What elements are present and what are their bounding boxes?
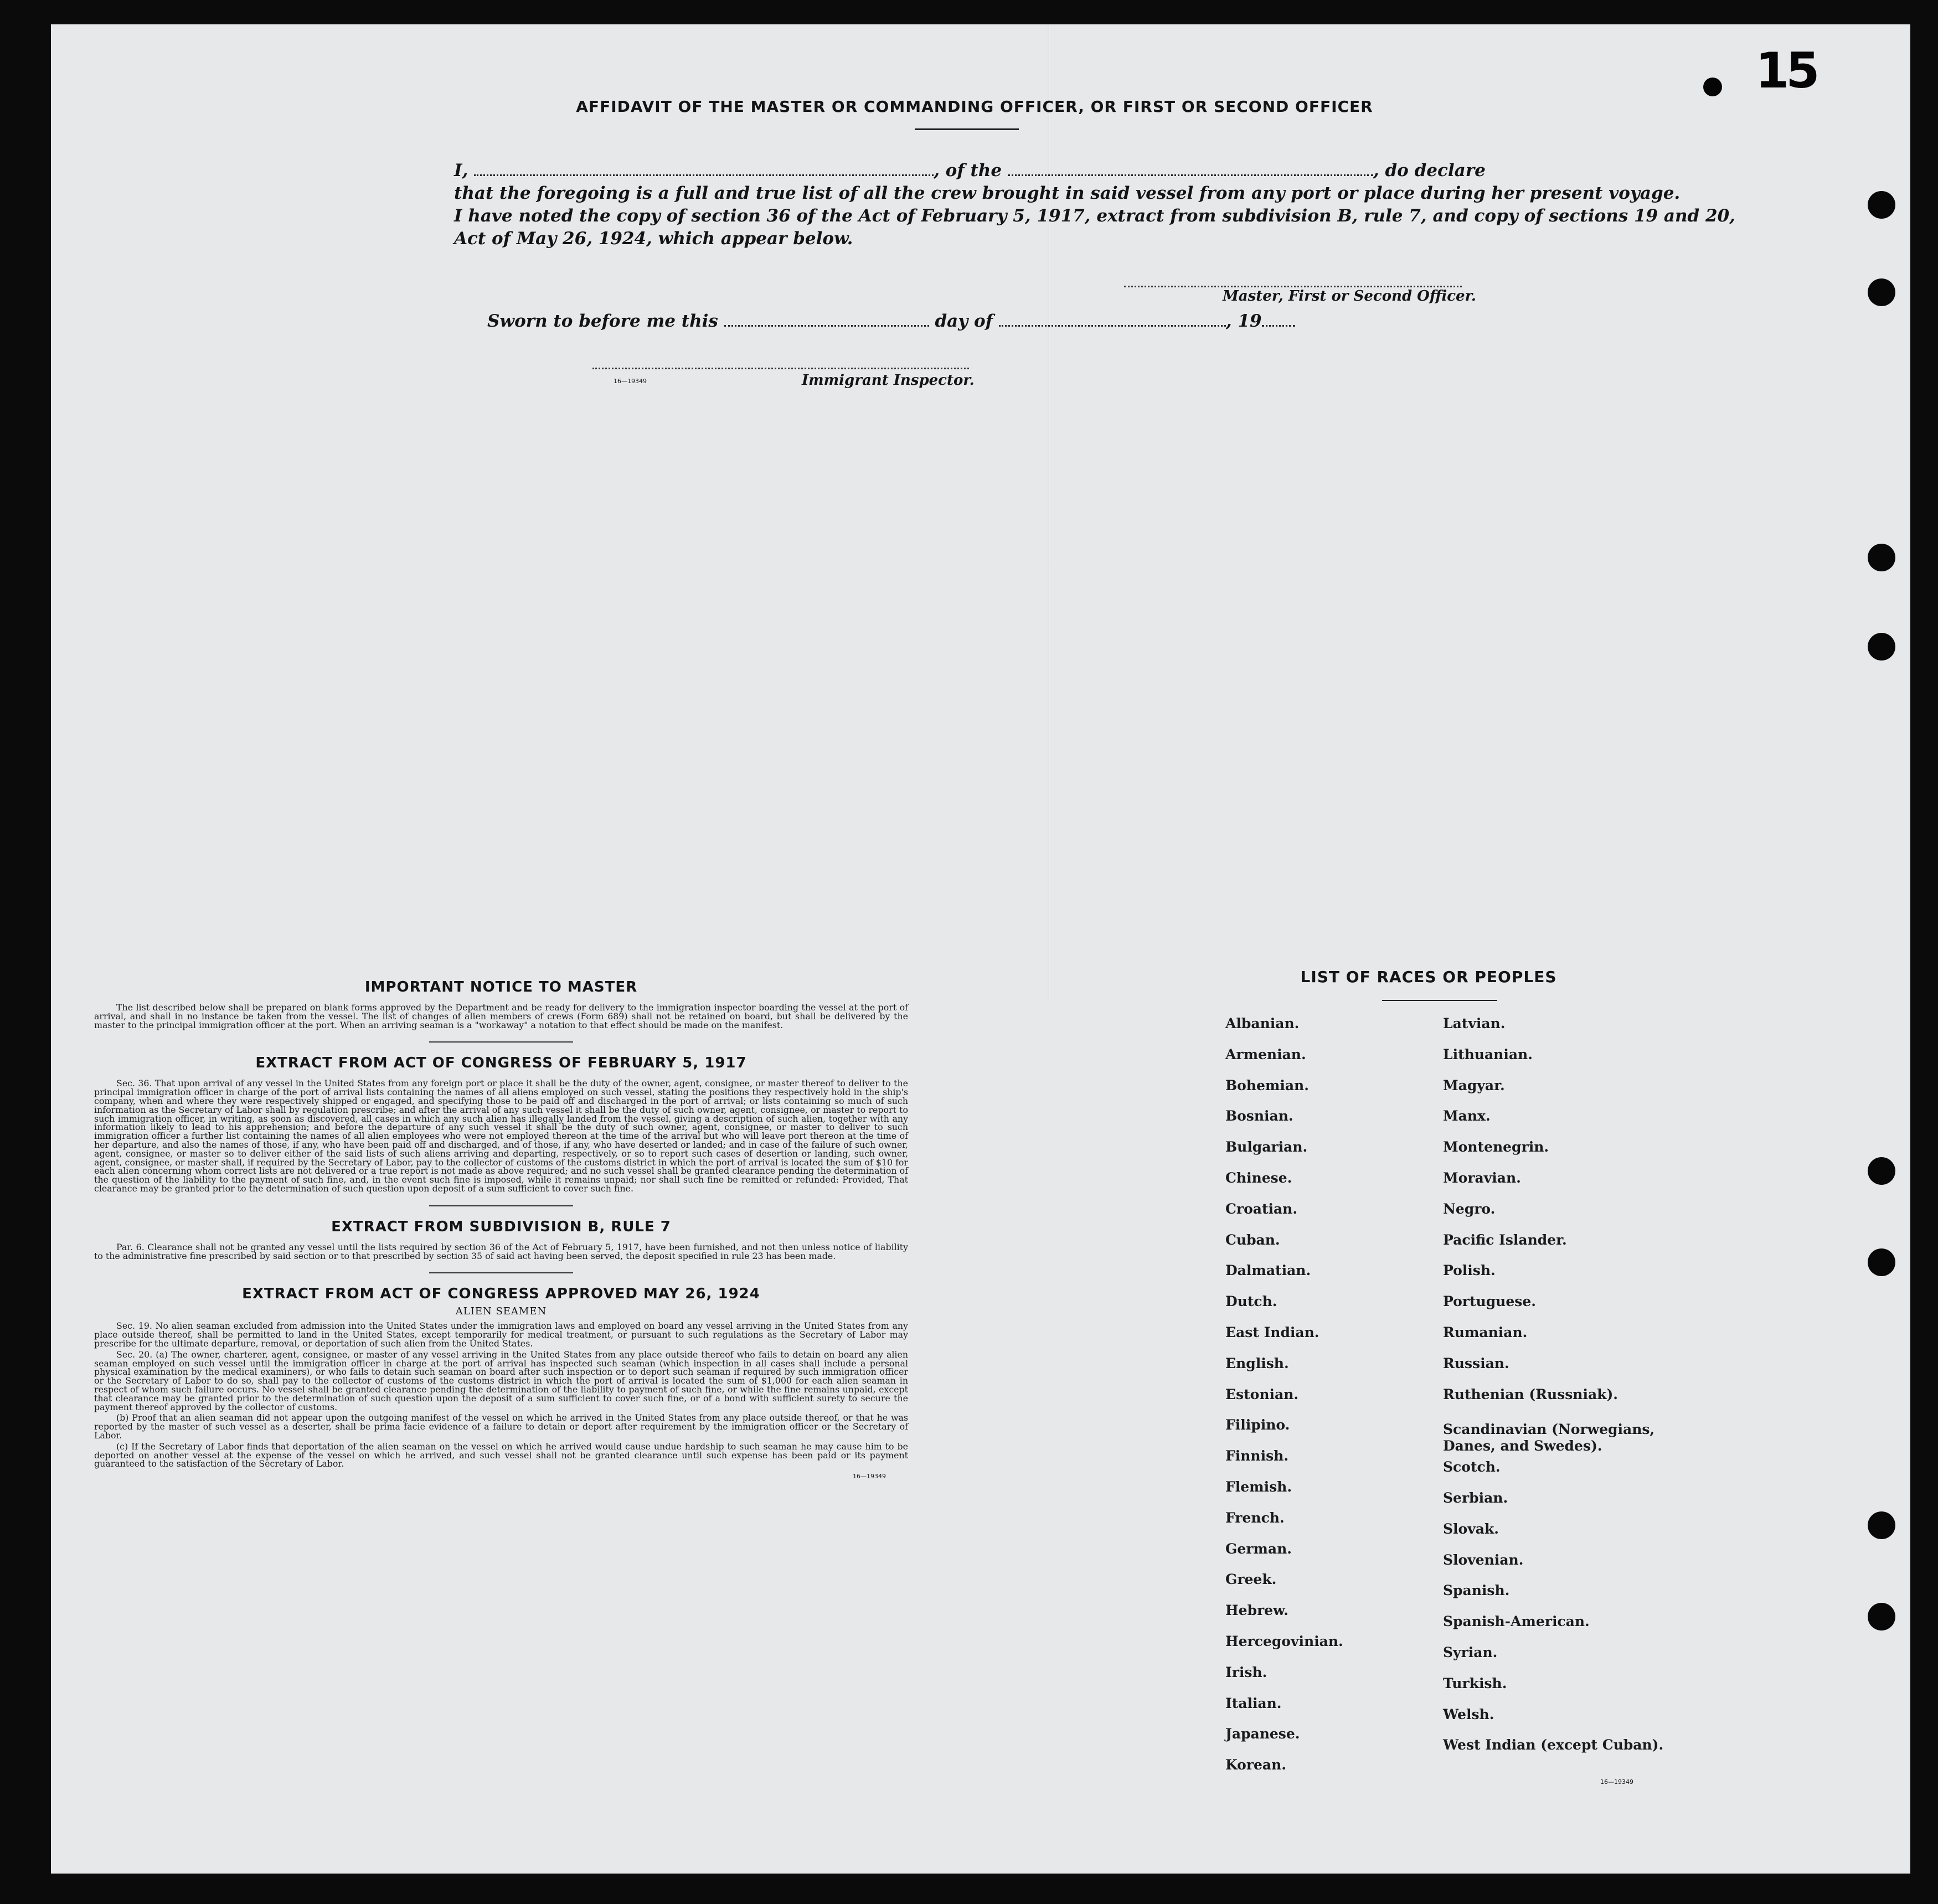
month-blank	[999, 313, 1226, 327]
race-item: Danes, and Swedes).	[1443, 1438, 1602, 1454]
race-item: Estonian.	[1225, 1386, 1299, 1402]
declaration-line-4: Act of May 26, 1924, which appear below.	[454, 229, 853, 249]
binder-hole	[1868, 1511, 1895, 1539]
race-item: Cuban.	[1225, 1232, 1280, 1248]
master-signature-line	[1124, 286, 1462, 287]
race-item: Montenegrin.	[1443, 1139, 1549, 1155]
legal-notices	[94, 979, 908, 1480]
race-item: Manx.	[1443, 1108, 1491, 1124]
binder-hole	[1868, 1157, 1895, 1185]
race-item: Irish.	[1225, 1664, 1267, 1680]
race-item: Dutch.	[1225, 1293, 1277, 1309]
ink-dot	[1703, 78, 1722, 96]
race-item: Japanese.	[1225, 1726, 1300, 1742]
extract-1924-title: EXTRACT FROM ACT OF CONGRESS APPROVED MAY 26, 1924	[242, 1286, 760, 1303]
race-item: Bohemian.	[1225, 1077, 1309, 1093]
race-item: Bulgarian.	[1225, 1139, 1308, 1155]
races-form-number: 16—19349	[1600, 1778, 1633, 1786]
extract-rule7-title: EXTRACT FROM SUBDIVISION B, RULE 7	[331, 1218, 671, 1235]
race-item: Slovenian.	[1443, 1552, 1524, 1568]
race-item: English.	[1225, 1355, 1289, 1371]
sworn-text: Sworn to before me this	[487, 311, 718, 331]
race-item: Spanish-American.	[1443, 1613, 1590, 1629]
race-item: East Indian.	[1225, 1324, 1320, 1340]
race-item: Filipino.	[1225, 1417, 1290, 1433]
name-blank	[474, 162, 934, 176]
race-item: Latvian.	[1443, 1015, 1506, 1031]
race-item: Slovak.	[1443, 1521, 1499, 1537]
extract-1917-title: EXTRACT FROM ACT OF CONGRESS OF FEBRUARY 5, 1917	[255, 1055, 747, 1072]
race-item: Welsh.	[1443, 1706, 1494, 1722]
sec-20c-text: (c) If the Secretary of Labor finds that deportation of the alien seaman on the vessel on which he arrived would cause undue hardship to such seaman he may cause him to be deported on another vessel at the expense of the vessel on which he arrived, and such vessel shall not be granted clearance until such expense has been paid or its payment guaranteed to the satisfaction of the Secretary of Labor.	[94, 1441, 908, 1469]
race-item: Syrian.	[1443, 1644, 1498, 1660]
vessel-blank	[1008, 162, 1373, 176]
document-page	[51, 24, 1910, 1874]
race-item: Dalmatian.	[1225, 1262, 1311, 1278]
page-number-mark: 15	[1755, 42, 1817, 99]
race-item: Ruthenian (Russniak).	[1443, 1386, 1618, 1402]
extract-1924-subtitle: ALIEN SEAMEN	[455, 1306, 547, 1318]
declaration-line-3: I have noted the copy of section 36 of the Act of February 5, 1917, extract from subdivision B, rule 7, and copy of sections 19 and 20,	[454, 206, 1735, 226]
extract-1917-body: Sec. 36. That upon arrival of any vessel in the United States from any foreign port or place it shall be the duty of the owner, agent, consignee, or master thereof to deliver to the principal immigration officer in charge of the port of arrival lists containing the names of all aliens employed on such vessel, stating the positions they respectively hold in the ship's company, when and where they were respectively shipped or engaged, and specifying those to be paid off and discharged in the port of arrival; or lists containing so much of such information as the Secretary of Labor shall by regulation prescribe; and after the arrival of any such vessel it shall be the duty of such owner, agent, consignee, or master to report to such immigration officer, in writing, as soon as discovered, all cases in which any such alien has illegally landed from the vessel, giving a description of such alien, together with any information likely to lead to his apprehension; and before the departure of any such vessel it shall be the duty of such owner, agent, consignee, or master to deliver to such immigration officer a further list containing the names of all alien employees who were not employed thereon at the time of the arrival but who will leave port thereon at the time of her departure, and also the names of those, if any, who have been paid off and discharged, and of those, if any, who have deserted or landed; and in case of the failure of such owner, agent, consignee, or master so to deliver either of the said lists of such aliens arriving and departing, respectively, or so to report such cases of desertion or landing, such owner, agent, consignee, or master shall, if required by the Secretary of Labor, pay to the collector of customs of the customs district in which the port of arrival is located the sum of $10 for each alien concerning whom correct lists are not delivered or a true report is not made as above required; and no such vessel shall be granted clearance pending the determination of the question of the liability to the payment of such fine, and, in the event such fine is imposed, while it remains unpaid; nor shall such fine be remitted or refunded: Provided, That clearance may be granted prior to the determination of such question upon deposit of a sum sufficient to cover such fine.	[94, 1078, 908, 1194]
declaration-line-1	[454, 159, 1484, 182]
master-signature-label: Master, First or Second Officer.	[1223, 288, 1476, 305]
binder-hole	[1868, 544, 1895, 571]
race-item: Hebrew.	[1225, 1602, 1288, 1618]
race-item: Moravian.	[1443, 1170, 1521, 1186]
day-blank	[724, 313, 929, 327]
form-number: 16—19349	[614, 378, 647, 385]
binder-hole	[1868, 1603, 1895, 1630]
race-item: Pacific Islander.	[1443, 1232, 1567, 1248]
race-item: Flemish.	[1225, 1479, 1292, 1495]
declaration-line-2: that the foregoing is a full and true list of all the crew brought in said vessel from any port or place during her present voyage.	[454, 183, 1681, 203]
sec-19-text: Sec. 19. No alien seaman excluded from admission into the United States under the immigration laws and employed on board any vessel arriving in the United States from any place outside thereof, shall be permitted to land in the United States, except temporarily for medical treatment, or pursuant to such regulations as the Secretary of Labor may prescribe for the ultimate departure, removal, or deportation of such alien from the United States.	[94, 1320, 908, 1349]
separator	[429, 1272, 573, 1273]
sworn-line	[487, 311, 1295, 331]
race-item: Portuguese.	[1443, 1293, 1536, 1309]
day-of-text: day of	[935, 311, 993, 331]
race-item: Polish.	[1443, 1262, 1496, 1278]
sec-20a-text: Sec. 20. (a) The owner, charterer, agent, consignee, or master of any vessel arriving in the United States from any place outside thereof who fails to detain on board any alien seaman employed on such vessel until the immigration officer in charge at the port of arrival has inspected such seaman (which inspection in all cases shall include a personal physical examination by the medical examiners), or who fails to detain such seaman on board after such inspection or to deport such seaman if required by such immigration officer or the Secretary of Labor to do so, shall pay to the collector of customs of the customs district in which the port of arrival is located the sum of $1,000 for each alien seaman in respect of whom such failure occurs. No vessel shall be granted clearance pending the determination of the liability to payment of such fine, or while the fine remains unpaid, except that clearance may be granted prior to the determination of such question upon the deposit of a sum sufficient to cover such fine, or of a bond with sufficient surety to secure the payment thereof approved by the collector of customs.	[94, 1349, 908, 1412]
race-item: Negro.	[1443, 1201, 1496, 1217]
race-item: Rumanian.	[1443, 1324, 1528, 1340]
extract-rule7-body: Par. 6. Clearance shall not be granted any vessel until the lists required by section 36 of the Act of February 5, 1917, have been furnished, and not then unless notice of liability to the administrative fine prescribed by said section or to that prescribed by section 35 of said act having been served, the deposit specified in rule 23 has been made.	[94, 1241, 908, 1261]
affidavit-title: AFFIDAVIT OF THE MASTER OR COMMANDING OFFICER, OR FIRST OR SECOND OFFICER	[576, 97, 1373, 116]
notice-title: IMPORTANT NOTICE TO MASTER	[364, 979, 638, 995]
race-item: Serbian.	[1443, 1490, 1508, 1506]
race-item: Turkish.	[1443, 1675, 1507, 1691]
race-item: Scotch.	[1443, 1459, 1501, 1475]
races-title: LIST OF RACES OR PEOPLES	[1300, 968, 1557, 986]
race-item: Croatian.	[1225, 1201, 1298, 1217]
race-item: Italian.	[1225, 1695, 1282, 1711]
race-item: Magyar.	[1443, 1077, 1505, 1093]
year-text: , 19	[1225, 311, 1262, 331]
race-item: Chinese.	[1225, 1170, 1292, 1186]
declaration-i: I,	[454, 161, 468, 180]
race-item: Russian.	[1443, 1355, 1509, 1371]
inspector-signature-label: Immigrant Inspector.	[802, 372, 975, 389]
race-item: Armenian.	[1225, 1046, 1306, 1062]
separator	[429, 1041, 573, 1043]
race-item: Greek.	[1225, 1571, 1277, 1587]
race-item: Scandinavian (Norwegians,	[1443, 1421, 1655, 1437]
title-underline	[915, 128, 1019, 130]
inspector-signature-line	[592, 368, 969, 369]
race-item: West Indian (except Cuban).	[1443, 1737, 1664, 1753]
race-item: Finnish.	[1225, 1448, 1289, 1464]
declaration-text	[454, 159, 1735, 250]
races-title-underline	[1382, 1000, 1497, 1001]
legal-form-number: 16—19349	[853, 1473, 886, 1480]
race-item: Spanish.	[1443, 1582, 1510, 1598]
binder-hole	[1868, 633, 1895, 661]
notice-body: The list described below shall be prepared on blank forms approved by the Department and be ready for delivery to the immigration inspector boarding the vessel at the port of arrival, and shall in no instance be taken from the vessel. The list of changes of alien members of crews (Form 689) shall not be retained on board, but shall be delivered by the master to the principal immigration officer at the port. When an arriving seaman is a "workaway" a notation to that effect should be made on the manifest.	[94, 1002, 908, 1030]
declaration-of-the: , of the	[934, 161, 1002, 180]
binder-hole	[1868, 191, 1895, 219]
race-item: Lithuanian.	[1443, 1046, 1533, 1062]
separator	[429, 1205, 573, 1206]
race-item: Hercegovinian.	[1225, 1633, 1343, 1649]
race-item: French.	[1225, 1510, 1285, 1526]
race-item: Albanian.	[1225, 1015, 1300, 1031]
race-item: German.	[1225, 1541, 1292, 1557]
binder-hole	[1868, 278, 1895, 306]
declaration-do-declare: , do declare	[1373, 161, 1486, 180]
year-blank	[1262, 313, 1295, 327]
race-item: Bosnian.	[1225, 1108, 1293, 1124]
race-item: Korean.	[1225, 1757, 1287, 1773]
binder-hole	[1868, 1248, 1895, 1276]
sec-20b-text: (b) Proof that an alien seaman did not appear upon the outgoing manifest of the vessel on which he arrived in the United States from any place outside thereof, or that he was reported by the master of such vessel as a deserter, shall be prima facie evidence of a failure to detain or deport after requirement by the immigration officer or the Secretary of Labor.	[94, 1412, 908, 1441]
